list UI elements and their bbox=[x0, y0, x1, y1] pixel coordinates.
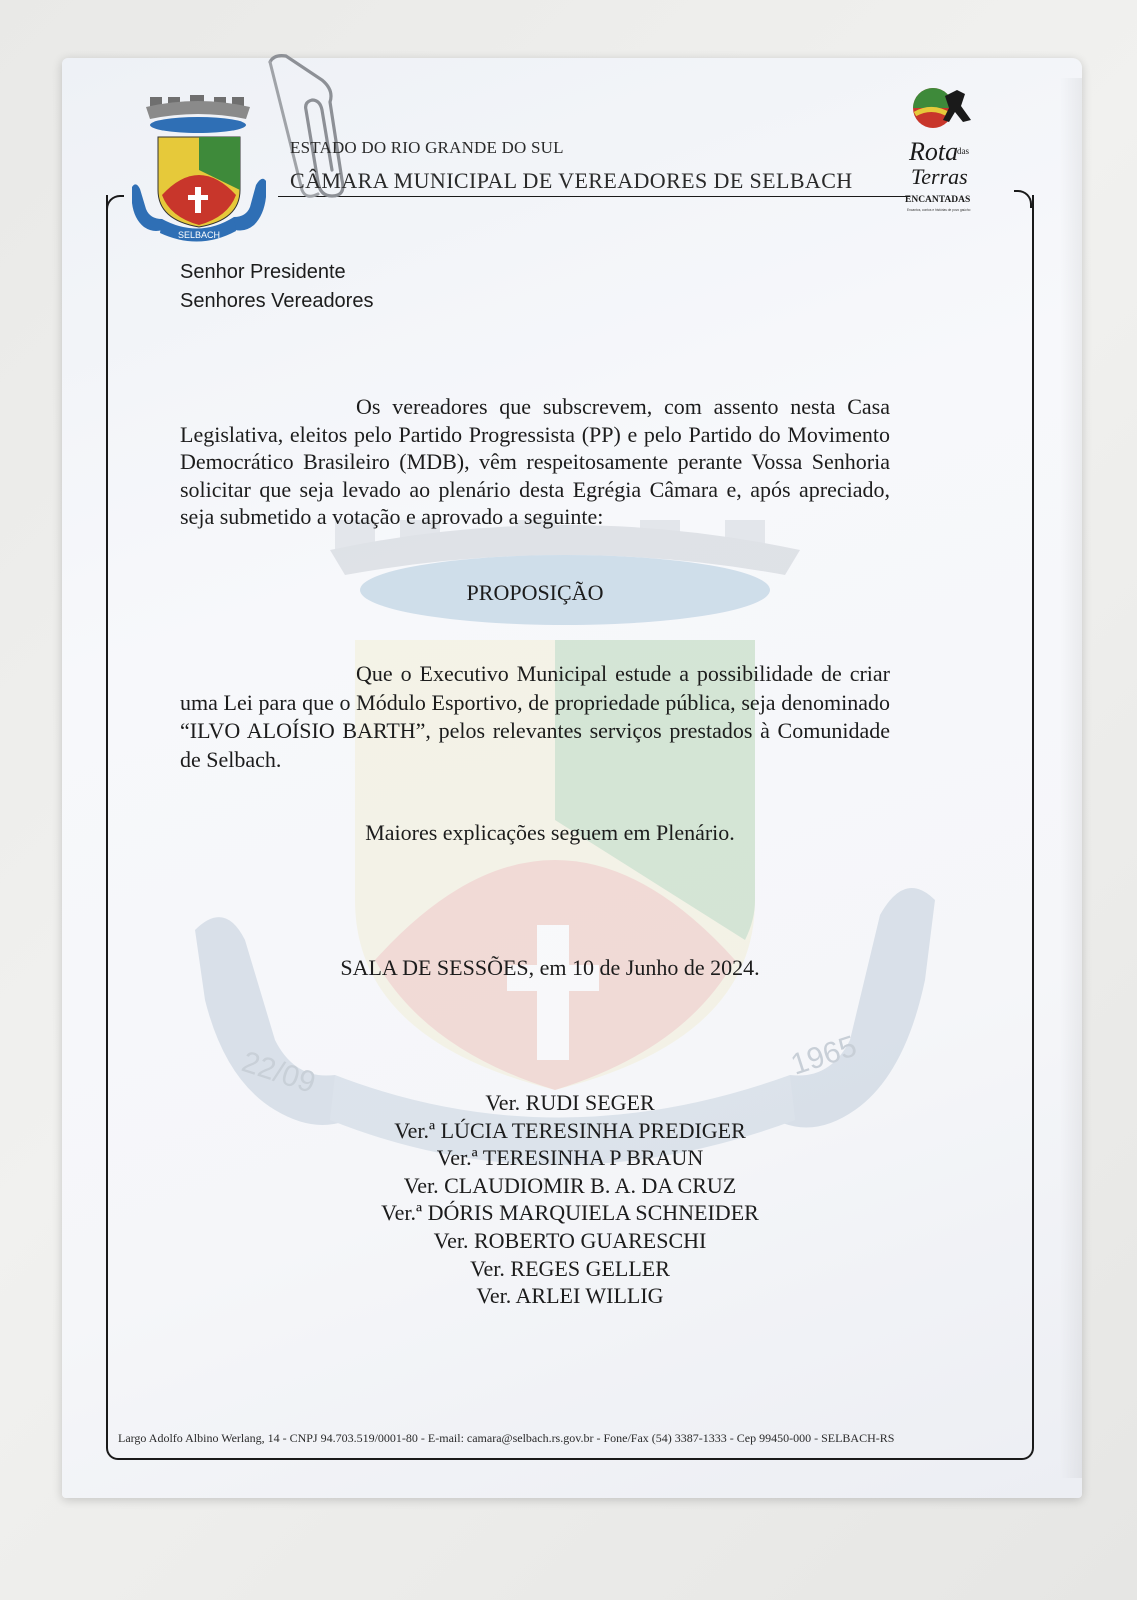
explanation-note: Maiores explicações seguem em Plenário. bbox=[365, 820, 735, 845]
header-chamber: CÂMARA MUNICIPAL DE VEREADORES DE SELBACH bbox=[290, 168, 853, 193]
logo-terras: Terras bbox=[911, 164, 968, 189]
salutation bbox=[180, 258, 373, 316]
logo-encantadas: ENCANTADAS bbox=[905, 195, 971, 205]
logo-rota: Rota bbox=[909, 137, 959, 166]
intro-paragraph: Os vereadores que subscrevem, com assento nesta Casa Legislativa, eleitos pelo Partido Progressista (PP) e pelo Partido do Movimento Democrático Brasileiro (MDB), vêm respeitosamente perante Vossa Senhoria solicitar que seja levado ao plenário desta Egrégia Câmara e, após apreciado, seja submetido a votação e aprovado a seguinte: bbox=[180, 394, 890, 529]
municipal-crest-logo bbox=[128, 95, 270, 245]
logo-tagline: Encantos, contos e histórias de povo gaúcho bbox=[907, 208, 971, 212]
paper-curl-shadow bbox=[1060, 78, 1082, 1478]
header-state: ESTADO DO RIO GRANDE DO SUL bbox=[290, 138, 564, 157]
logo-das: das bbox=[957, 146, 969, 156]
signer: Ver. ARLEI WILLIG bbox=[476, 1283, 664, 1309]
signer: Ver. RUDI SEGER bbox=[485, 1090, 655, 1115]
header-rule bbox=[278, 196, 910, 197]
signer: Ver. REGES GELLER bbox=[470, 1255, 670, 1281]
rota-das-terras-logo bbox=[905, 86, 995, 226]
signer: Ver. ROBERTO GUARESCHI bbox=[433, 1227, 707, 1253]
signer: Ver.ª TERESINHA P BRAUN bbox=[436, 1145, 704, 1171]
proposal-heading: PROPOSIÇÃO bbox=[466, 580, 604, 605]
signer: Ver.ª LÚCIA TERESINHA PREDIGER bbox=[394, 1117, 746, 1143]
signer: Ver. CLAUDIOMIR B. A. DA CRUZ bbox=[403, 1172, 737, 1198]
watermark-date-left: 22/09 bbox=[237, 1045, 320, 1100]
footer-contact: Largo Adolfo Albino Werlang, 14 - CNPJ 94.703.519/0001-80 - E-mail: camara@selbach.rs.gov.br - Fone/Fax (54) 3387-1333 - Cep 99450-000 - SELBACH-RS bbox=[118, 1431, 895, 1445]
place-date: SALA DE SESSÕES, em 10 de Junho de 2024. bbox=[340, 955, 760, 980]
salutation-line-2: Senhores Vereadores bbox=[180, 290, 374, 312]
salutation-line-1: Senhor Presidente bbox=[180, 261, 346, 283]
signers-list bbox=[180, 1089, 960, 1310]
watermark-date-right: 1965 bbox=[786, 1029, 861, 1082]
proposal-paragraph: Que o Executivo Municipal estude a possibilidade de criar uma Lei para que o Módulo Esportivo, de propriedade pública, seja denominado “ILVO ALOÍSIO BARTH”, pelos relevantes serviços prestados à Comunidade de Selbach. bbox=[180, 661, 890, 772]
crest-ribbon-text: SELBACH bbox=[177, 230, 221, 240]
signer: Ver.ª DÓRIS MARQUIELA SCHNEIDER bbox=[381, 1200, 759, 1226]
